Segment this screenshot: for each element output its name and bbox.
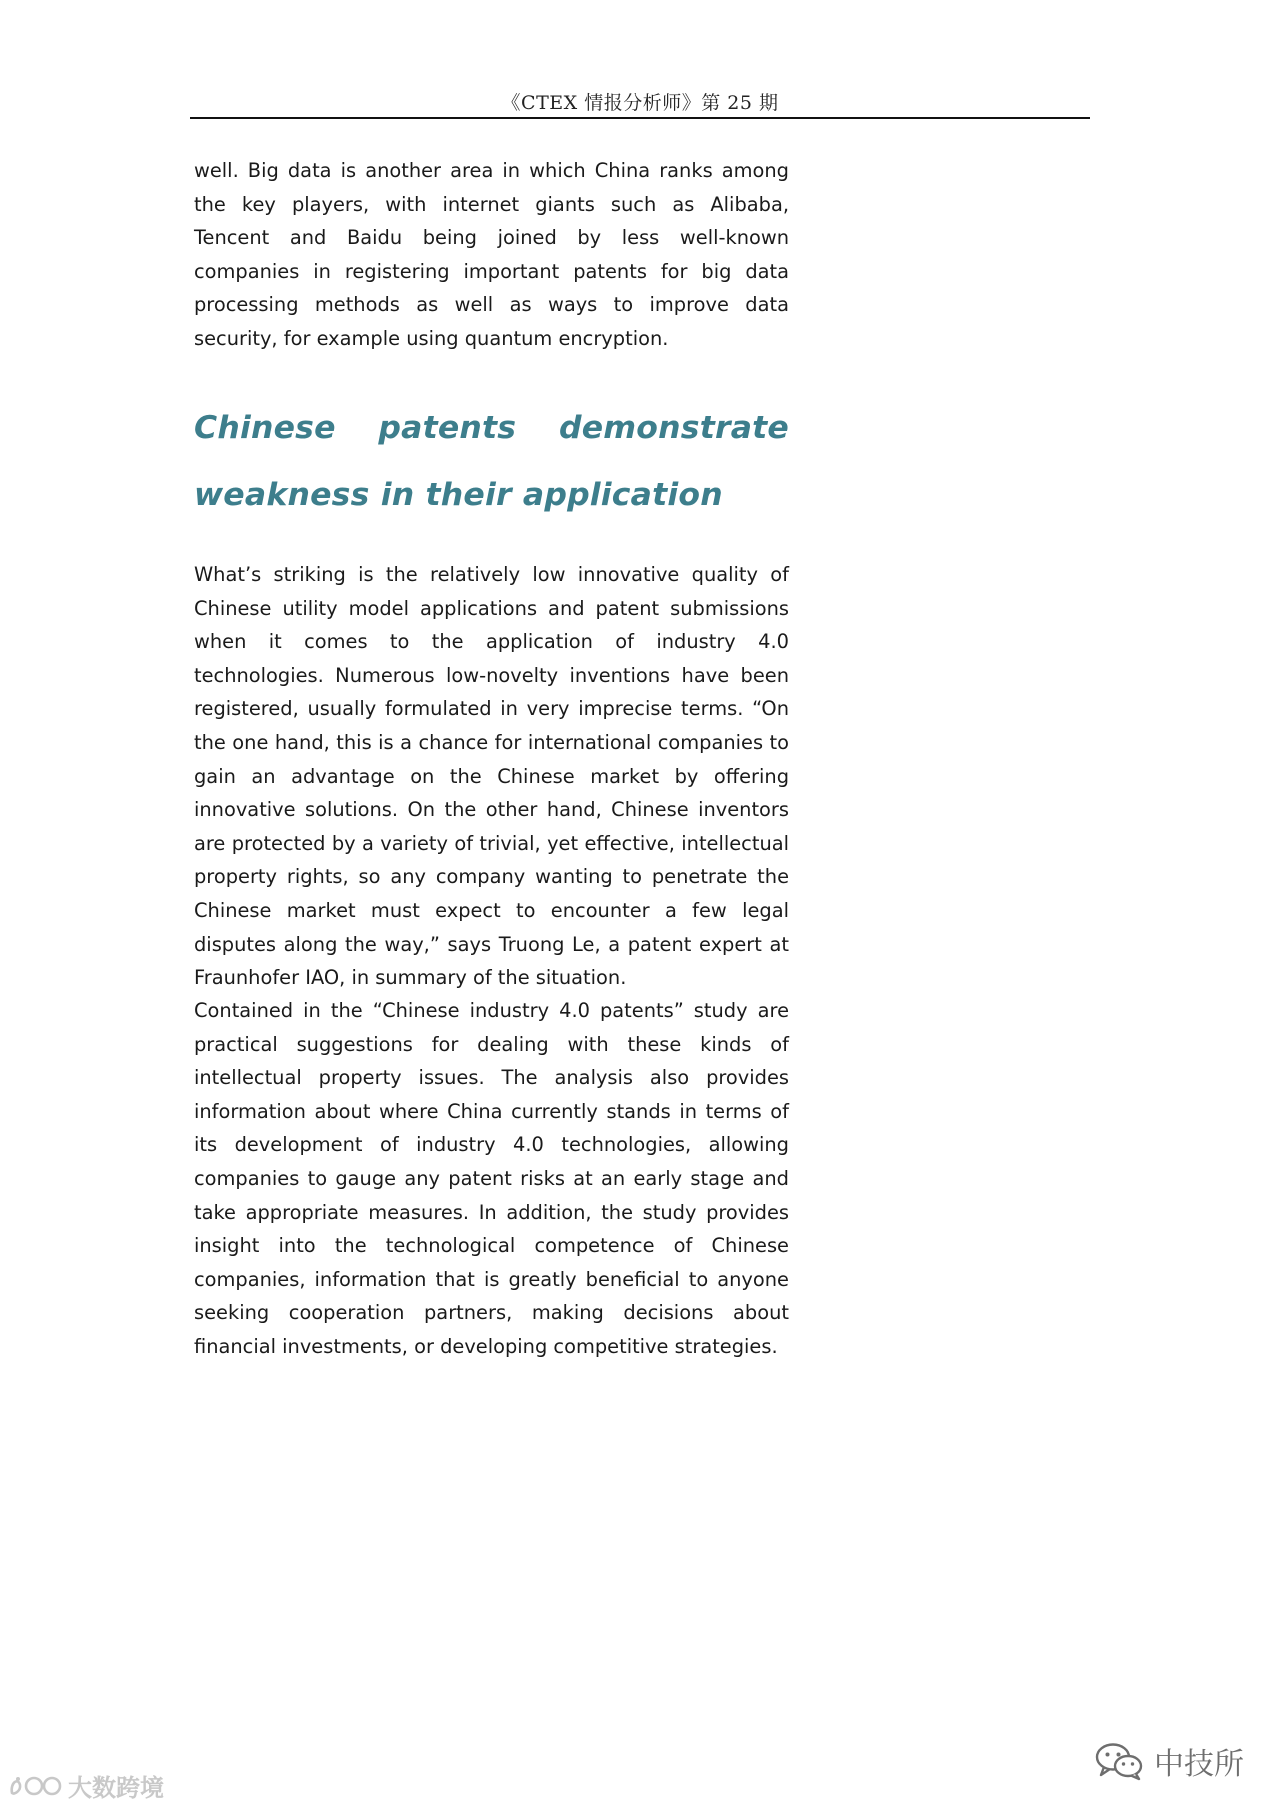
running-header: 《CTEX 情报分析师》第 25 期 — [501, 92, 779, 114]
body-paragraph-2: What’s striking is the relatively low innovative quality of Chinese utility model applications and patent submissions when it comes to the application of industry 4.0 technologies. Numerous low-novelty inventions have been registered, usually formulated in very imprecise terms. “On the one hand, this is a chance for international companies to gain an advantage on the Chinese market by offering innovative solutions. On the other hand, Chinese inventors are protected by a variety of trivial, yet effective, intellectual property rights, so any company wanting to penetrate the Chinese market must expect to encounter a few legal disputes along the way,” says Truong Le, a patent expert at Fraunhofer IAO, in summary of the situation. — [194, 563, 789, 990]
body-paragraph-3: Contained in the “Chinese industry 4.0 patents” study are practical suggestions for dealing with these kinds of intellectual property issues. The analysis also provides information about where China currently stands in terms of its development of industry 4.0 technologies, allowing companies to gauge any patent risks at an early stage and take appropriate measures. In addition, the study provides insight into the technological competence of Chinese companies, information that is greatly beneficial to anyone seeking cooperation partners, making decisions about financial investments, or developing competitive strategies. — [194, 999, 789, 1358]
section-heading: Chinese patents demonstrate weakness in their application — [194, 410, 789, 513]
wechat-icon — [1094, 1741, 1146, 1781]
watermark-left-text: 大数跨境 — [68, 1774, 164, 1802]
watermark-left — [8, 1768, 164, 1803]
watermark-right-text: 中技所 — [1154, 1747, 1244, 1782]
body-paragraph-1: well. Big data is another area in which China ranks among the key players, with internet giants such as Alibaba, Tencent and Baidu being joined by less well-known companies in registering important patents for big data processing methods as well as ways to improve data security, for example using quantum encryption. — [194, 159, 789, 350]
brand-logo-icon — [8, 1771, 62, 1801]
header-rule — [190, 117, 1090, 119]
watermark-right — [1094, 1739, 1244, 1783]
